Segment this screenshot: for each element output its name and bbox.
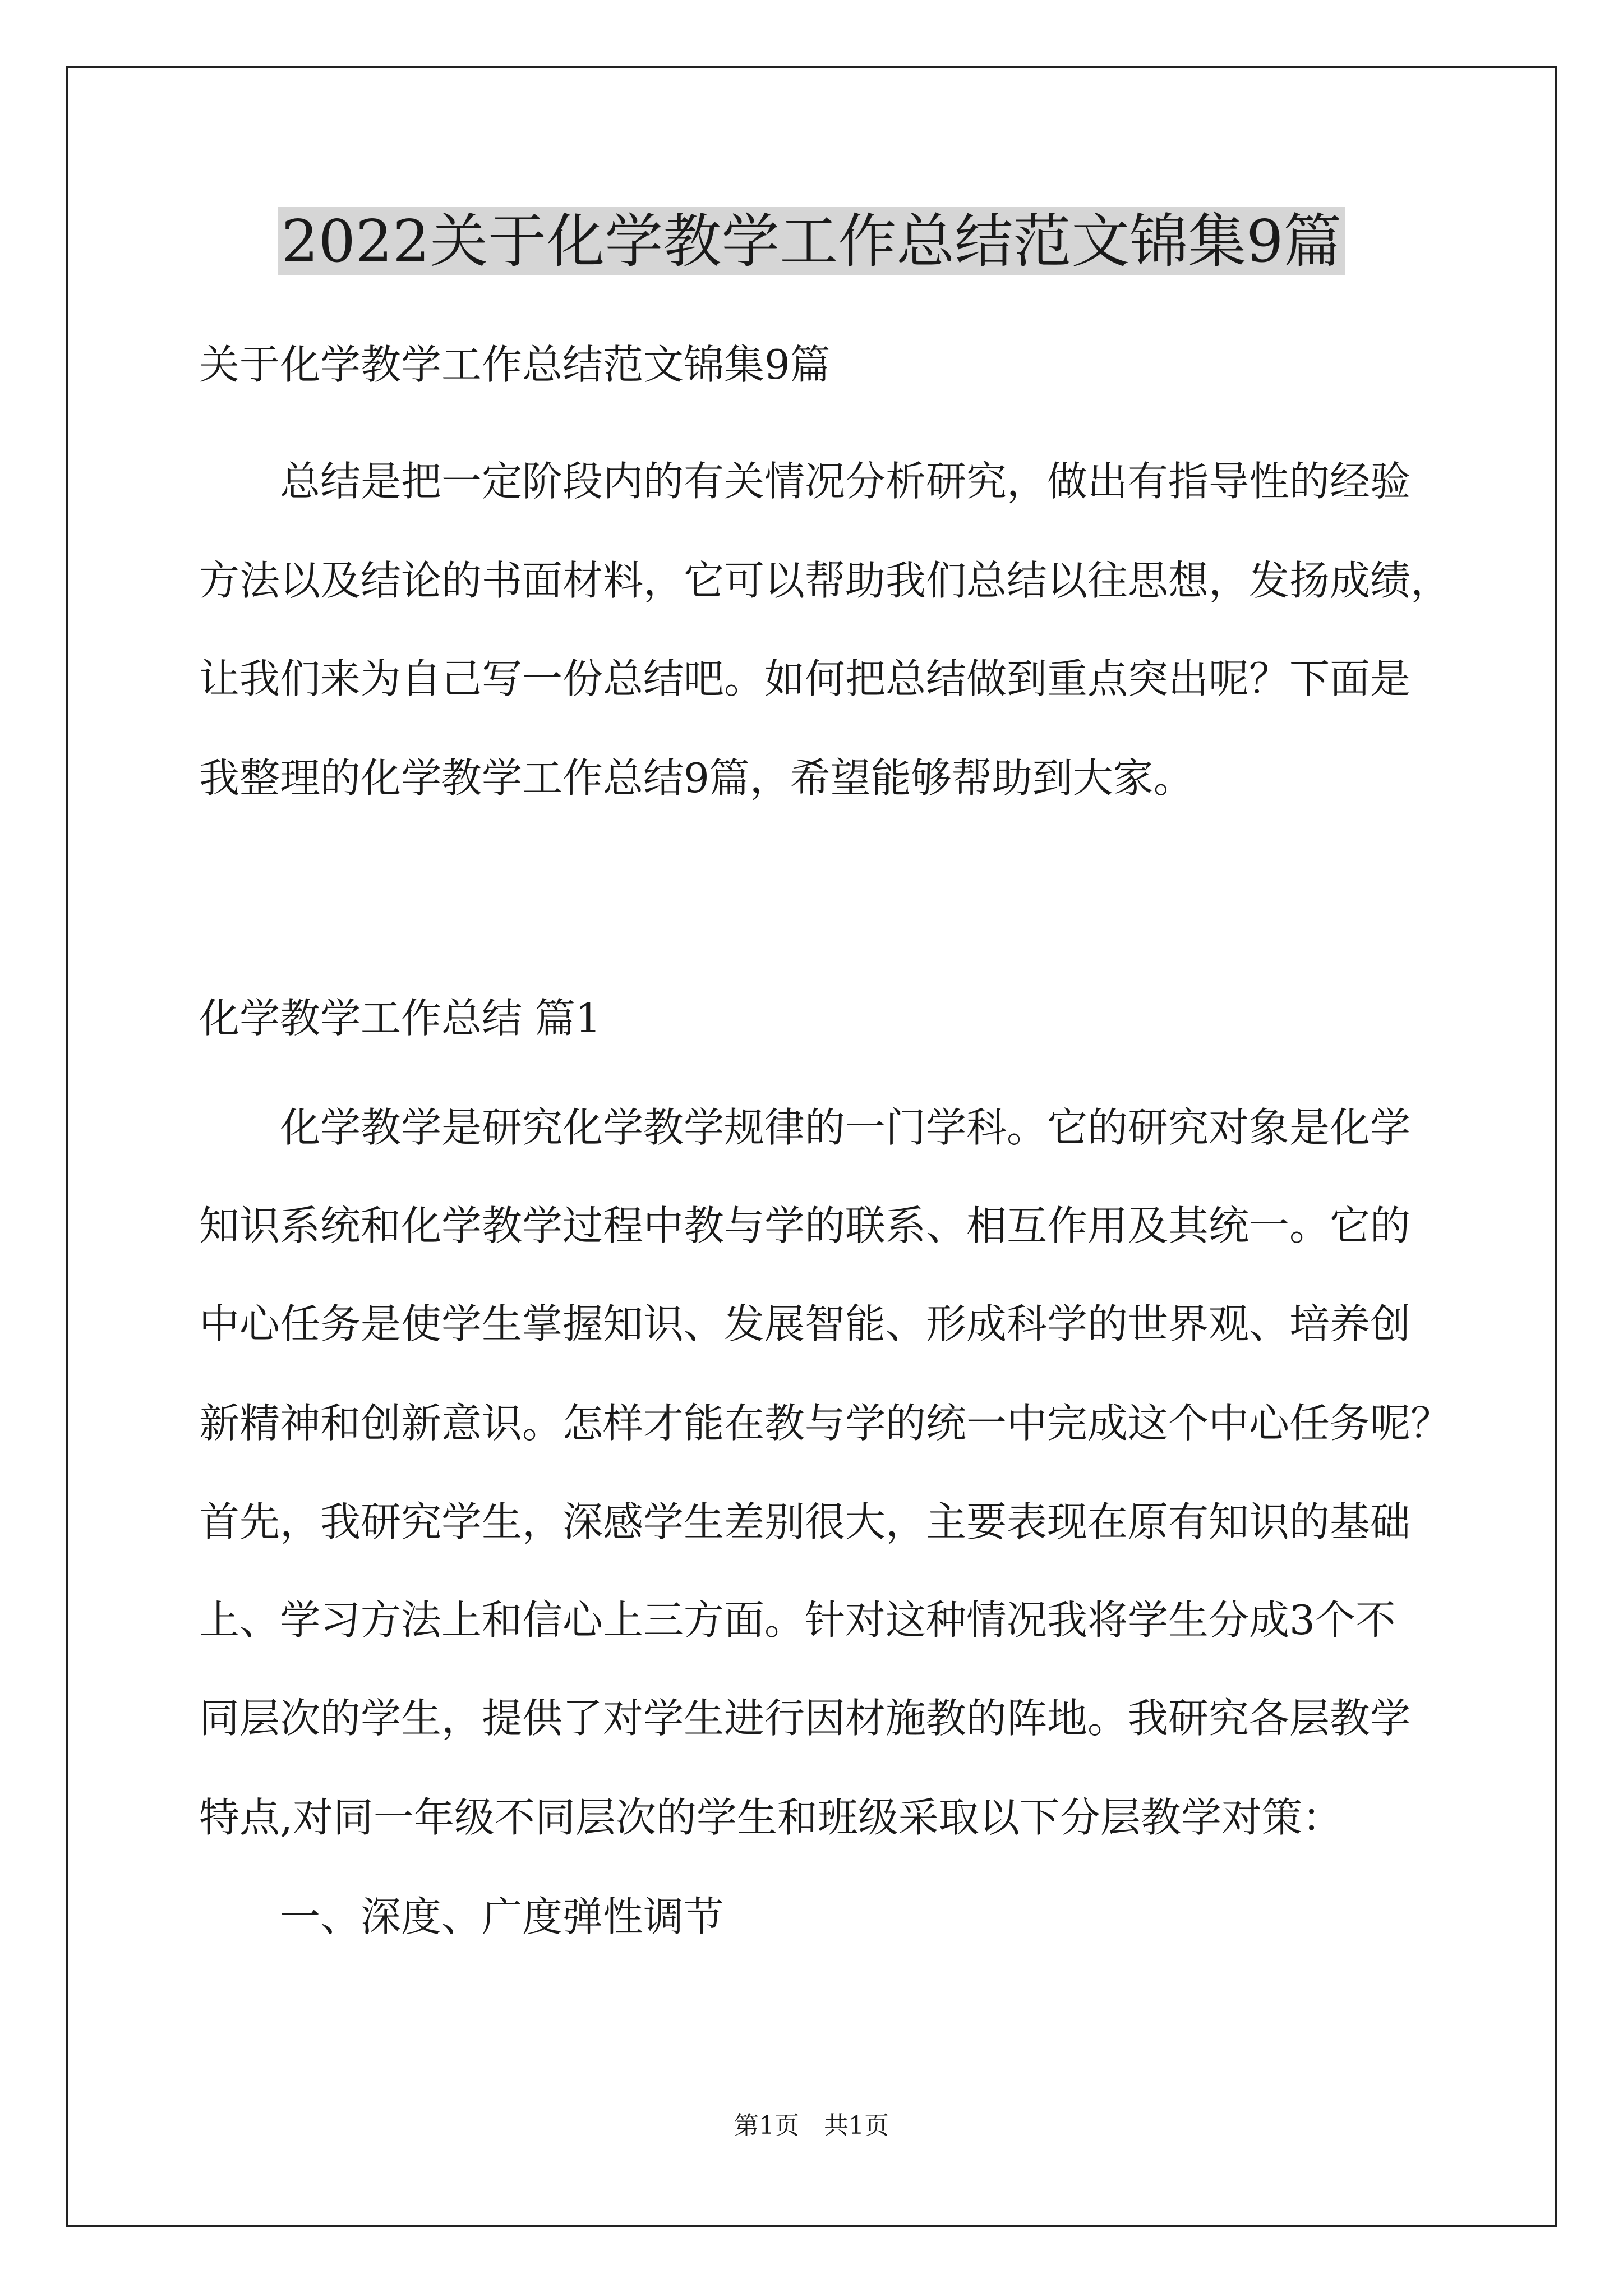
body-paragraph-line: 知识系统和化学教学过程中教与学的联系、相互作用及其统一。它的 — [199, 1202, 1411, 1249]
body-paragraph-line: 特点,对同一年级不同层次的学生和班级采取以下分层教学对策： — [199, 1794, 1343, 1841]
body-paragraph-line: 新精神和创新意识。怎样才能在教与学的统一中完成这个中心任务呢？ — [199, 1400, 1451, 1447]
document-subtitle: 关于化学教学工作总结范文锦集9篇 — [199, 341, 831, 388]
section-heading: 化学教学工作总结 篇1 — [199, 995, 601, 1042]
document-title-text: 2022关于化学教学工作总结范文锦集9篇 — [278, 207, 1345, 275]
body-paragraph-line: 化学教学是研究化学教学规律的一门学科。它的研究对象是化学 — [280, 1104, 1411, 1151]
intro-paragraph-line: 总结是把一定阶段内的有关情况分析研究，做出有指导性的经验 — [280, 458, 1411, 505]
intro-paragraph-line: 让我们来为自己写一份总结吧。如何把总结做到重点突出呢？下面是 — [199, 655, 1411, 702]
body-paragraph-line: 中心任务是使学生掌握知识、发展智能、形成科学的世界观、培养创 — [199, 1300, 1411, 1347]
page-footer: 第1页 共1页 — [734, 2111, 889, 2140]
document-title — [0, 202, 1623, 280]
subheading: 一、深度、广度弹性调节 — [280, 1893, 725, 1940]
intro-paragraph-line: 方法以及结论的书面材料，它可以帮助我们总结以往思想，发扬成绩， — [199, 557, 1451, 604]
body-paragraph-line: 首先，我研究学生，深感学生差别很大，主要表现在原有知识的基础 — [199, 1498, 1411, 1545]
body-paragraph-line: 上、学习方法上和信心上三方面。针对这种情况我将学生分成3个不 — [199, 1596, 1396, 1644]
intro-paragraph-line: 我整理的化学教学工作总结9篇，希望能够帮助到大家。 — [199, 754, 1194, 802]
body-paragraph-line: 同层次的学生，提供了对学生进行因材施教的阵地。我研究各层教学 — [199, 1695, 1411, 1742]
